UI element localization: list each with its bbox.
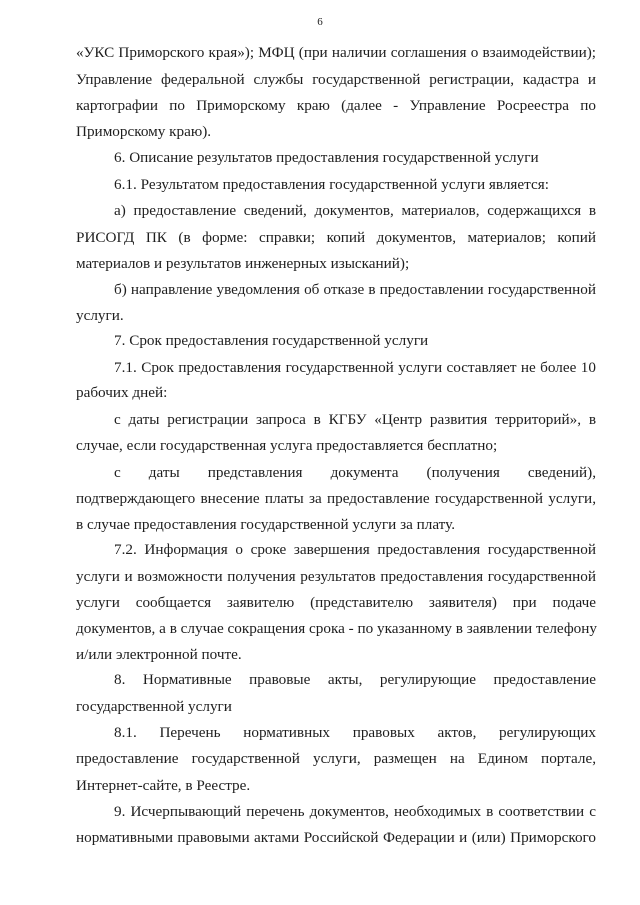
text-line: нормативными правовыми актами Российской Федерации и (или) Приморского [76, 829, 596, 846]
text-line: Интернет-сайте, в Реестре. [76, 777, 251, 794]
text-line: 6.1. Результатом предоставления государственной услуги является: [114, 176, 549, 193]
text-line: услуги сообщается заявителю (представителю заявителя) при подаче [76, 594, 596, 611]
text-line: «УКС Приморского края»); МФЦ (при наличии соглашения о взаимодействии); [76, 44, 596, 61]
text-line: Управление федеральной службы государственной регистрации, кадастра и [76, 71, 596, 88]
text-line: подтверждающего внесение платы за предоставление государственной услуги, [76, 490, 596, 507]
text-line: и/или электронной почте. [76, 646, 242, 663]
text-line: 8.1. Перечень нормативных правовых актов, регулирующих [114, 724, 596, 741]
section-heading: государственной услуги [76, 698, 232, 715]
section-heading: 8. Нормативные правовые акты, регулирующие предоставление [114, 671, 596, 688]
text-line: с даты представления документа (получения сведений), [114, 464, 596, 481]
text-line: с даты регистрации запроса в КГБУ «Центр развития территорий», в [114, 411, 596, 428]
text-line: услуги и возможности получения результатов предоставления государственной [76, 568, 596, 585]
text-line: 7.2. Информация о сроке завершения предоставления государственной [114, 541, 596, 558]
section-heading: 6. Описание результатов предоставления государственной услуги [114, 149, 539, 166]
section-heading: 7. Срок предоставления государственной услуги [114, 332, 429, 349]
text-line: документов, а в случае сокращения срока - по указанному в заявлении телефону [76, 620, 597, 637]
text-line: материалов и результатов инженерных изысканий); [76, 255, 410, 272]
text-line: рабочих дней: [76, 384, 168, 401]
text-line: 7.1. Срок предоставления государственной услуги составляет не более 10 [114, 359, 596, 376]
page-number: 6 [317, 16, 323, 28]
text-line: в случае предоставления государственной услуги за плату. [76, 516, 455, 533]
text-line: случае, если государственная услуга предоставляется бесплатно; [76, 437, 498, 454]
text-line: РИСОГД ПК (в форме: справки; копий документов, материалов; копий [76, 229, 596, 246]
text-line: Приморскому краю). [76, 123, 212, 140]
text-line: предоставление государственной услуги, размещен на Едином портале, [76, 750, 596, 767]
text-line: услуги. [76, 307, 124, 324]
text-line: а) предоставление сведений, документов, материалов, содержащихся в [114, 202, 596, 219]
text-line: картографии по Приморскому краю (далее - Управление Росреестра по [76, 97, 596, 114]
section-heading: 9. Исчерпывающий перечень документов, необходимых в соответствии с [114, 803, 596, 820]
text-line: б) направление уведомления об отказе в предоставлении государственной [114, 281, 596, 298]
